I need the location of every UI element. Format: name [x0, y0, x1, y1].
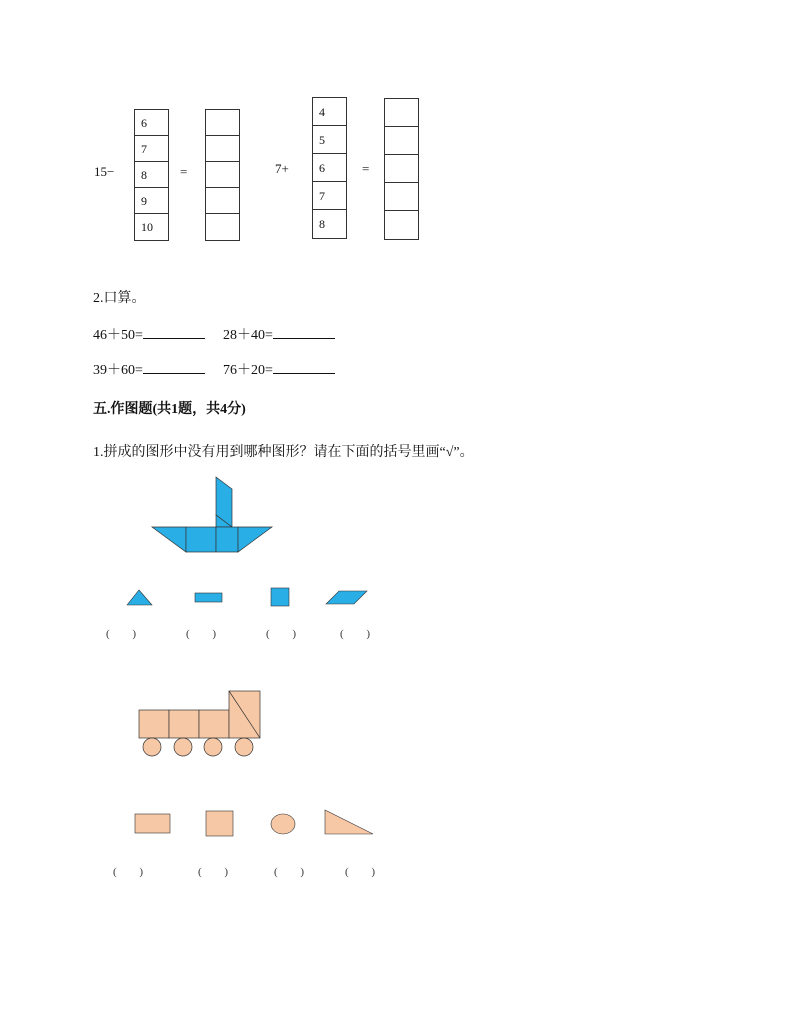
peach-triangle-option: [323, 808, 375, 836]
operator-7-plus: 7+: [275, 161, 289, 176]
boat-hull-left-triangle: [152, 527, 186, 552]
truck-body-rect-2: [169, 710, 199, 738]
answer-blank[interactable]: [143, 359, 205, 374]
equation-text: 39＋60=: [93, 363, 143, 378]
equals-sign-2: =: [362, 161, 370, 176]
answer-paren[interactable]: ( ): [274, 866, 315, 878]
boat-hull-rect-1: [186, 527, 216, 552]
number-cell: 8: [319, 217, 325, 231]
answer-cell[interactable]: [206, 214, 239, 240]
answer-cell[interactable]: [385, 211, 418, 239]
number-cell: 6: [135, 110, 168, 136]
number-cell: 8: [135, 162, 168, 188]
answer-cell[interactable]: [385, 155, 418, 183]
truck-wheel: [204, 738, 222, 756]
equation-46-50: [93, 324, 205, 344]
equation-text: 76＋20=: [223, 363, 273, 378]
answer-paren[interactable]: ( ): [340, 628, 381, 640]
truck-body-rect-3: [199, 710, 229, 738]
section-5-heading: 五.作图题(共1题，共4分): [93, 402, 246, 417]
equation-39-60: [93, 359, 205, 379]
operator-15-minus: 15−: [94, 164, 115, 179]
truck-figure: [136, 688, 266, 768]
number-column-1: [134, 109, 169, 241]
answer-column-2: [384, 98, 419, 240]
answer-cell[interactable]: [385, 183, 418, 211]
answer-blank[interactable]: [273, 324, 335, 339]
answer-paren[interactable]: ( ): [106, 628, 147, 640]
section-2-title: 2.口算。: [93, 291, 146, 306]
answer-paren[interactable]: ( ): [266, 628, 307, 640]
peach-rectangle-option: [134, 813, 172, 835]
equals-sign-1: =: [180, 164, 188, 179]
number-cell: 5: [313, 126, 346, 154]
answer-cell[interactable]: [206, 162, 239, 188]
equation-text: 46＋50=: [93, 328, 143, 343]
question-1-text: 1.拼成的图形中没有用到哪种图形？请在下面的括号里画“√”。: [93, 445, 474, 460]
answer-cell[interactable]: [385, 127, 418, 155]
number-cell: 7: [135, 136, 168, 162]
number-cell: 9: [135, 188, 168, 214]
number-column-2: [312, 97, 347, 239]
number-cell: 6: [313, 154, 346, 182]
peach-square-option: [205, 810, 235, 838]
equation-76-20: [223, 359, 335, 379]
truck-wheel: [174, 738, 192, 756]
answer-paren[interactable]: ( ): [113, 866, 154, 878]
answer-paren[interactable]: ( ): [186, 628, 227, 640]
number-cell: 7: [313, 182, 346, 210]
blue-square-option: [270, 587, 292, 609]
answer-blank[interactable]: [273, 359, 335, 374]
equation-text: 28＋40=: [223, 328, 273, 343]
peach-circle-option: [270, 812, 298, 836]
answer-paren[interactable]: ( ): [198, 866, 239, 878]
answer-cell[interactable]: [206, 136, 239, 162]
blue-parallelogram-option: [325, 590, 369, 606]
blue-rectangle-option: [194, 592, 224, 604]
answer-cell[interactable]: [385, 99, 418, 127]
truck-wheel: [143, 738, 161, 756]
answer-blank[interactable]: [143, 324, 205, 339]
number-cell: 10: [141, 220, 153, 234]
blue-triangle-option: [126, 588, 154, 606]
answer-paren[interactable]: ( ): [345, 866, 386, 878]
boat-hull-right-triangle: [238, 527, 272, 552]
answer-cell[interactable]: [206, 188, 239, 214]
truck-body-rect-1: [139, 710, 169, 738]
boat-hull-rect-2: [216, 527, 238, 552]
boat-figure: [150, 475, 280, 555]
answer-cell[interactable]: [206, 110, 239, 136]
equation-28-40: [223, 324, 335, 344]
number-cell: 4: [313, 98, 346, 126]
answer-column-1: [205, 109, 240, 241]
truck-wheel: [235, 738, 253, 756]
